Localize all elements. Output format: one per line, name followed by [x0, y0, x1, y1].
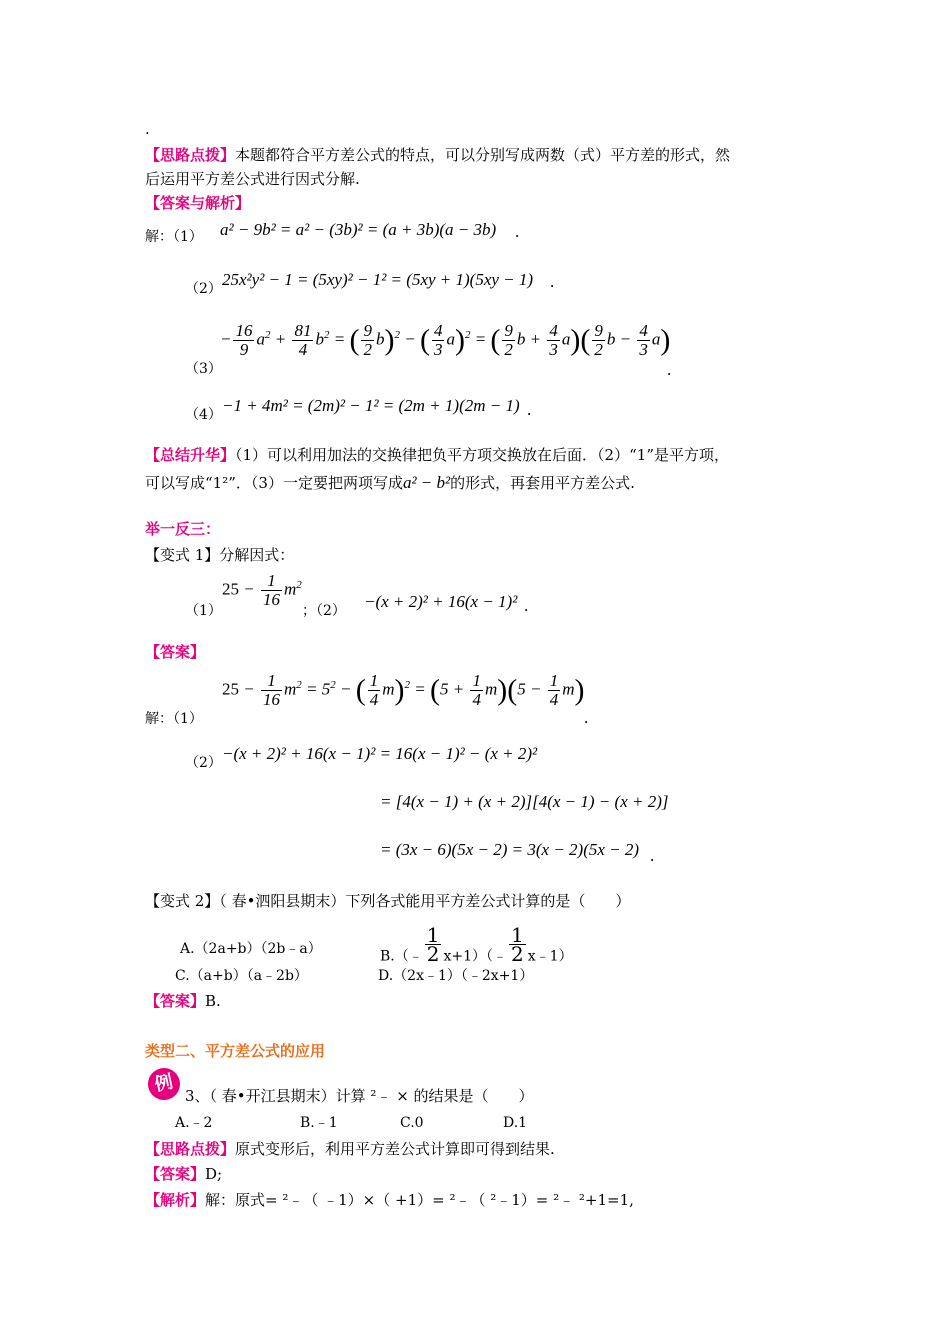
var2-b-post: x﹣1） — [527, 948, 573, 965]
summary-line-2 — [145, 472, 635, 494]
answer-tag: 【答案】 — [145, 643, 206, 661]
hint-text-2: 后运用平方差公式进行因式分解. — [145, 170, 360, 188]
period: . — [550, 272, 555, 291]
summary-text-2a: 可以写成“1²”．（3）一定要把两项写成 — [145, 474, 403, 492]
period: . — [515, 222, 520, 241]
sol2-row3: = (3x − 6)(5x − 2) = 3(x − 2)(5x − 2) — [380, 840, 640, 859]
summary-tag: 【总结升华】 — [145, 446, 236, 464]
ex3-option-a: A.﹣2 — [175, 1115, 213, 1131]
summary-line-1 — [145, 444, 729, 466]
period: . — [667, 360, 672, 379]
sol2-row1: −(x + 2)² + 16(x − 1)² = 16(x − 1)² − (x + 2)² — [222, 744, 538, 763]
sol2-row2: = [4(x − 1) + (x + 2)][4(x − 1) − (x + 2)] — [380, 792, 669, 811]
ex3-option-c: C.0 — [400, 1115, 424, 1131]
var1-label-1: （1） — [185, 603, 222, 619]
ex3-expl: 解：原式= ²﹣（ ﹣1）×（ +1）= ²﹣（ ²﹣1）= ²﹣ ²+1=1, — [205, 1191, 634, 1209]
sol1-label-3: （3） — [185, 361, 222, 377]
ex3-hint-tag: 【思路点拨】 — [145, 1140, 236, 1158]
sol2-eq1: 25 − $\frac{1}{16}$ $m^2 = 5^2$ − ( $\frac{1}{4}$ m)$^2$ = (5 + $\frac{1}{4}$ m)(5 − $\frac{1}{4}$ m) — [222, 671, 585, 709]
period: . — [527, 400, 532, 419]
ex3-answer-line — [145, 1163, 222, 1185]
sol1-eq2: 25x²y² − 1 = (5xy)² − 1² = (5xy + 1)(5xy − 1) — [222, 270, 534, 289]
hint-tag: 【思路点拨】 — [145, 146, 236, 164]
ex3-answer-tag: 【答案】 — [145, 1165, 206, 1183]
sol1-eq1: a² − 9b² = a² − (3b)² = (a + 3b)(a − 3b) — [220, 220, 497, 239]
period: . — [524, 596, 529, 615]
sol1-label-4: （4） — [185, 407, 222, 423]
variant2-title: 【变式 2】（ 春•泗阳县期末）下列各式能用平方差公式计算的是（ ） — [145, 892, 631, 910]
sol1-label-1: 解：（1） — [145, 229, 203, 245]
answer-tag: 【答案】 — [145, 992, 206, 1010]
ex3-option-b: B.﹣1 — [300, 1115, 338, 1131]
ex3-answer: D; — [205, 1165, 223, 1183]
example-badge: 例 — [145, 1065, 183, 1103]
half-fraction: $\frac{1}{2}$ — [426, 923, 440, 966]
var2-option-d: D.（2x﹣1）（﹣2x+1） — [378, 968, 534, 984]
variant1-title: 【变式 1】分解因式： — [145, 546, 295, 564]
var1-expr2: −(x + 2)² + 16(x − 1)² — [364, 592, 518, 611]
answer-analysis-tag: 【答案与解析】 — [145, 194, 251, 212]
summary-text-2b: 的形式，再套用平方差公式. — [450, 474, 635, 492]
sol2-label-2: （2） — [185, 755, 222, 771]
half-fraction: $\frac{1}{2}$ — [511, 923, 524, 966]
juyi-heading: 举一反三： — [145, 520, 221, 538]
sol1-eq4: −1 + 4m² = (2m)² − 1² = (2m + 1)(2m − 1) — [222, 396, 520, 415]
var1-sep: ；（2） — [302, 603, 346, 619]
summary-math: a² − b² — [402, 473, 451, 492]
hint-text-1: 本题都符合平方差公式的特点，可以分别写成两数（式）平方差的形式，然 — [235, 146, 731, 164]
period: . — [584, 708, 589, 727]
ex3-hint-line — [145, 1138, 555, 1160]
var2-answer-line — [145, 990, 221, 1012]
var2-b-pre: B.（﹣ — [380, 948, 423, 965]
type2-heading: 类型二、平方差公式的应用 — [145, 1042, 326, 1060]
sol1-label-2: （2） — [185, 281, 222, 297]
ex3-expl-tag: 【解析】 — [145, 1191, 206, 1209]
var2-b-mid: x+1）（﹣ — [443, 948, 508, 965]
summary-text-1: （1）可以利用加法的交换律把负平方项交换放在后面．（2）“1”是平方项， — [235, 446, 729, 464]
var1-expr1: 25 − $\frac{1}{16}$ $m^2$ — [222, 571, 302, 609]
sol1-eq3: − $\frac{16}{9}$ $a^2$ + $\frac{81}{4}$ $b^2$ = ( $\frac{9}{2}$ b)$^2$ − ( $\frac{4}{3}$ a)$^2$ = ( $\frac{9}{2}$ b + $\frac{4}{3}$ a)( $\frac{9}{2}$ b − $\frac{4}{3}$ a) — [220, 321, 671, 359]
example3-question: 3、（ 春•开江县期末）计算 ²﹣ × 的结果是（ ） — [185, 1087, 534, 1105]
ex3-explanation-line — [145, 1189, 634, 1211]
var2-answer: B. — [205, 992, 221, 1010]
top-dot: . — [145, 120, 150, 138]
ex3-hint: 原式变形后，利用平方差公式计算即可得到结果. — [235, 1140, 555, 1158]
sol2-label-1: 解：（1） — [145, 711, 203, 727]
ex3-option-d: D.1 — [503, 1115, 528, 1131]
var2-option-a: A.（2a+b）（2b﹣a） — [180, 941, 322, 957]
var2-option-c: C.（a+b）（a﹣2b） — [175, 968, 308, 984]
hint-line-1 — [145, 144, 730, 166]
period: . — [650, 846, 655, 865]
